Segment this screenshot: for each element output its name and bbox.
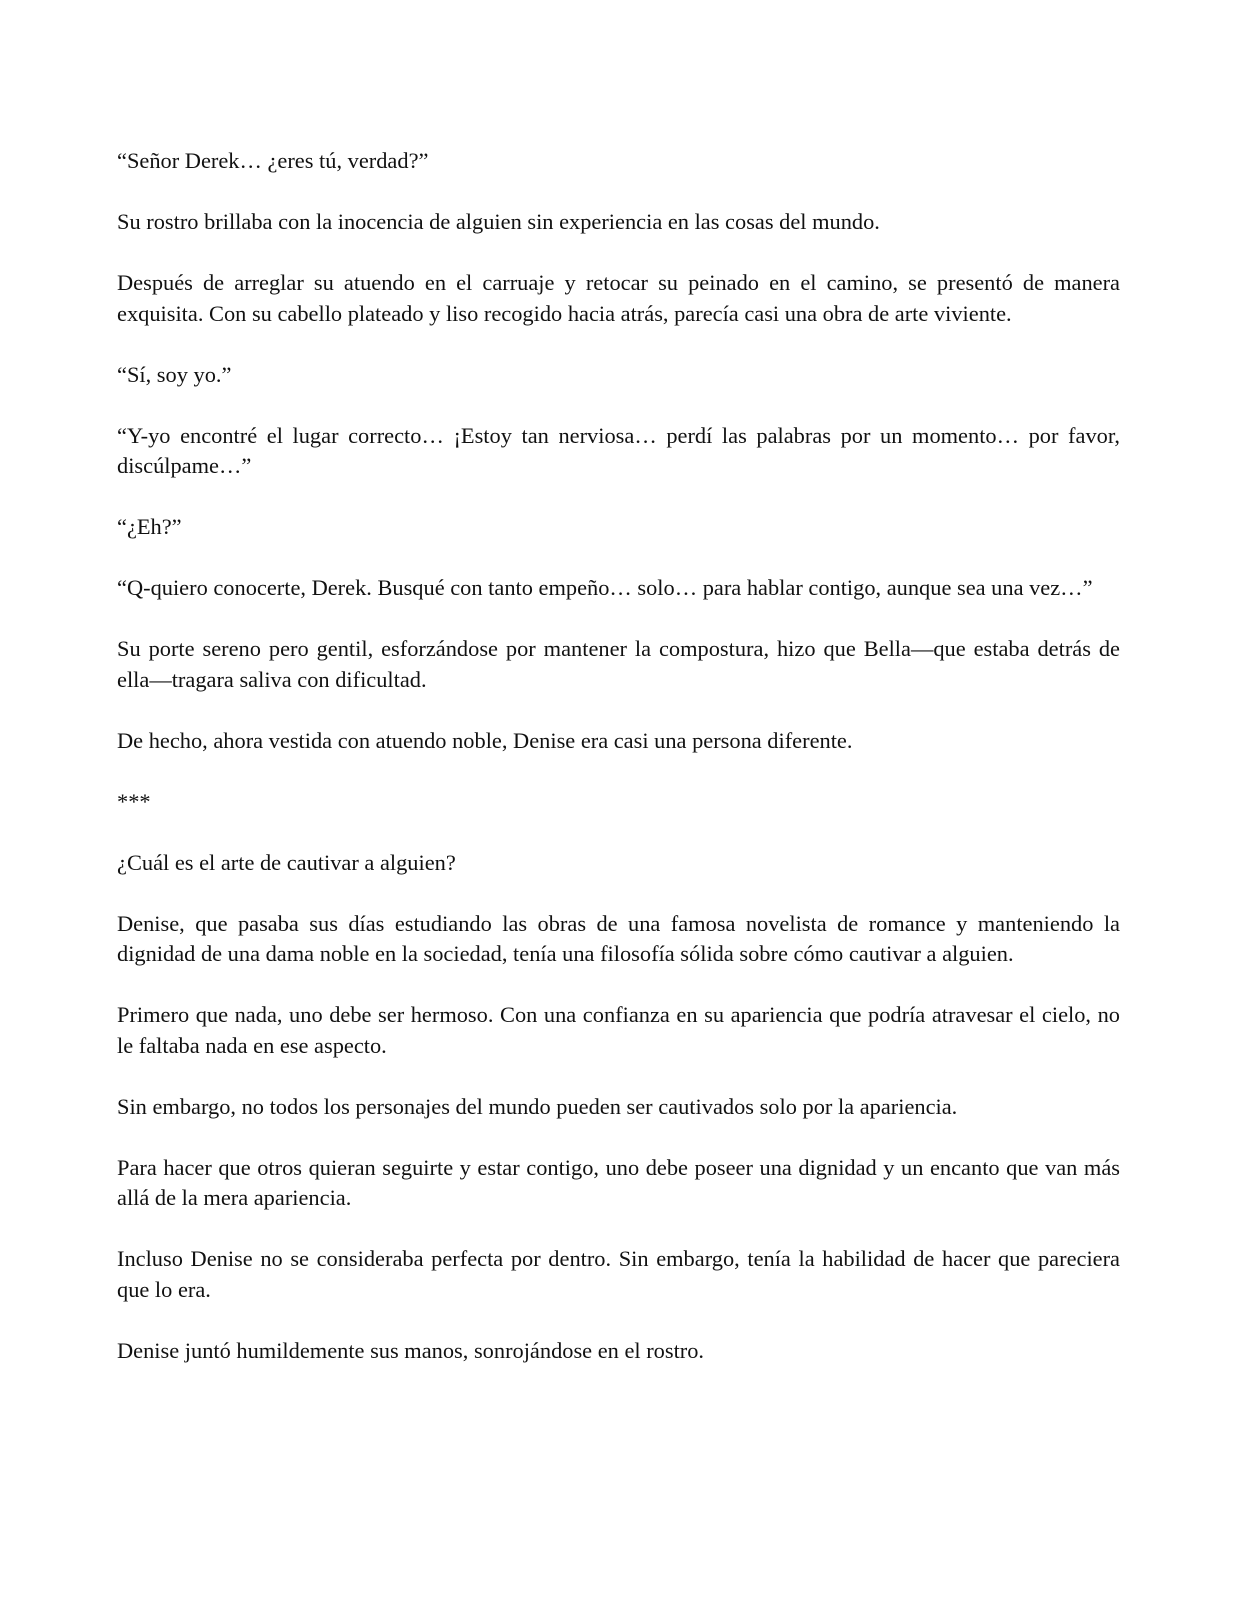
- text-paragraph: Para hacer que otros quieran seguirte y estar contigo, uno debe poseer una dignidad y un encanto que van más allá de la mera apariencia.: [117, 1154, 1120, 1210]
- dialogue-paragraph: “Q-quiero conocerte, Derek. Busqué con tanto empeño… solo… para hablar contigo, aunque sea una vez…”: [117, 575, 1093, 600]
- text-paragraph: Denise juntó humildemente sus manos, sonrojándose en el rostro.: [117, 1337, 705, 1363]
- text-paragraph: Primero que nada, uno debe ser hermoso. Con una confianza en su apariencia que podría atravesar el cielo, no le faltaba nada en ese aspecto.: [117, 1002, 1120, 1058]
- dialogue-paragraph: “Señor Derek… ¿eres tú, verdad?”: [117, 148, 429, 173]
- text-paragraph: Después de arreglar su atuendo en el carruaje y retocar su peinado en el camino, se presentó de manera exquisita. Con su cabello plateado y liso recogido hacia atrás, parecía casi una obra de arte viviente.: [117, 270, 1120, 326]
- scene-break: ***: [117, 788, 151, 814]
- text-paragraph: De hecho, ahora vestida con atuendo noble, Denise era casi una persona diferente.: [117, 727, 853, 753]
- document-page: [117, 146, 1120, 1397]
- dialogue-paragraph: “Y-yo encontré el lugar correcto… ¡Estoy tan nerviosa… perdí las palabras por un momento… por favor, discúlpame…”: [117, 422, 1120, 478]
- text-paragraph: Denise, que pasaba sus días estudiando las obras de una famosa novelista de romance y manteniendo la dignidad de una dama noble en la sociedad, tenía una filosofía sólida sobre cómo cautivar a alguien.: [117, 910, 1120, 966]
- dialogue-paragraph: “Sí, soy yo.”: [117, 361, 232, 387]
- text-paragraph: Sin embargo, no todos los personajes del mundo pueden ser cautivados solo por la apariencia.: [117, 1093, 958, 1119]
- text-paragraph: ¿Cuál es el arte de cautivar a alguien?: [117, 849, 456, 875]
- text-paragraph: Incluso Denise no se consideraba perfecta por dentro. Sin embargo, tenía la habilidad de hacer que pareciera que lo era.: [117, 1246, 1120, 1302]
- dialogue-paragraph: “¿Eh?”: [117, 514, 182, 539]
- text-paragraph: Su porte sereno pero gentil, esforzándose por mantener la compostura, hizo que Bella—que estaba detrás de ella—tragara saliva con dificultad.: [117, 636, 1120, 692]
- text-paragraph: Su rostro brillaba con la inocencia de alguien sin experiencia en las cosas del mundo.: [117, 209, 880, 234]
